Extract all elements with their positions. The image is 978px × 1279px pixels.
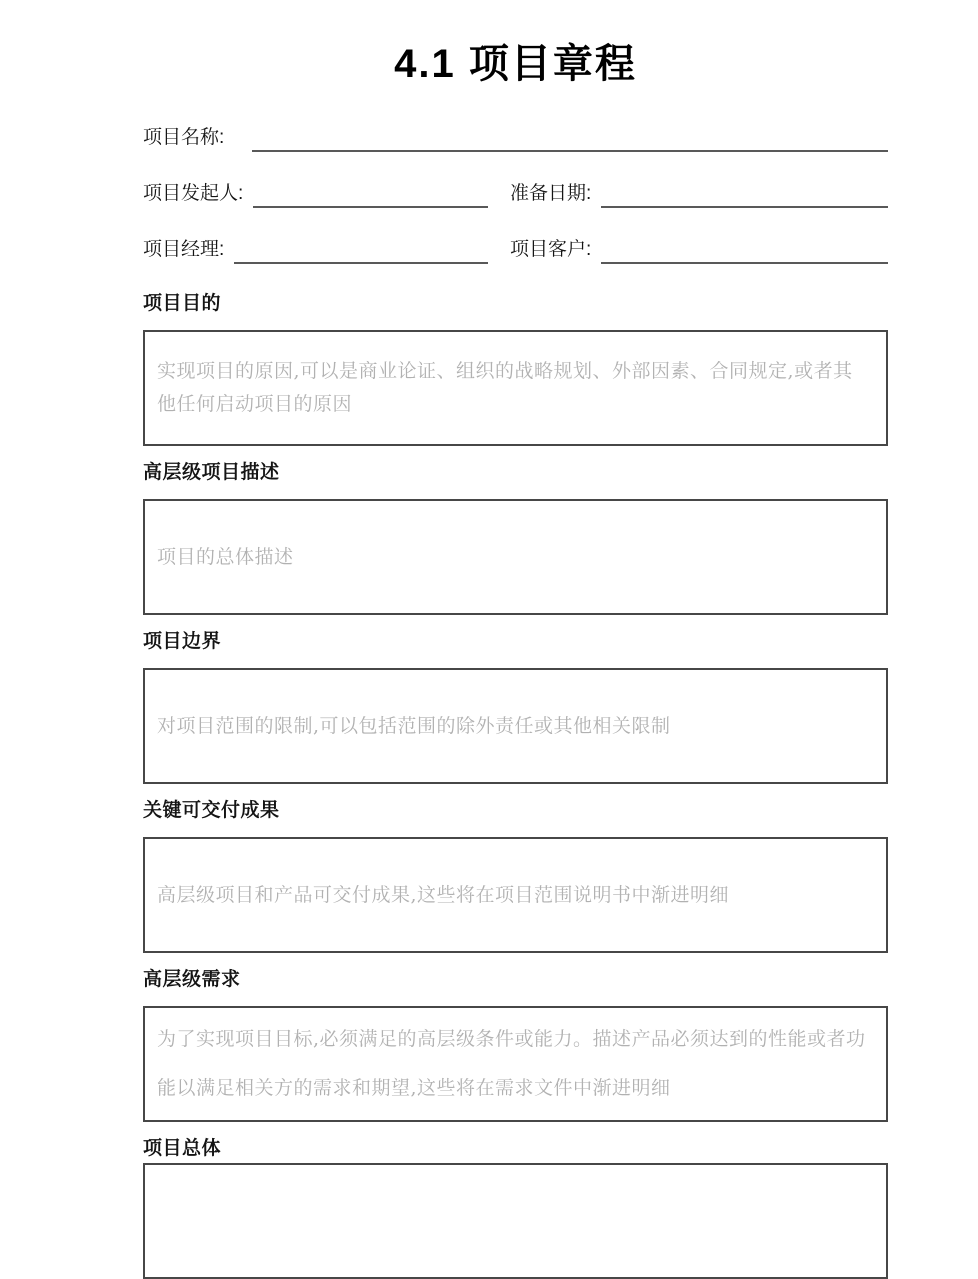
section-project-purpose <box>143 292 888 446</box>
project-manager-label: 项目经理: <box>143 239 225 260</box>
project-customer-field <box>510 236 888 264</box>
sponsor-input[interactable] <box>253 184 488 208</box>
project-overall-textbox[interactable] <box>143 1163 888 1279</box>
prepared-date-label: 准备日期: <box>510 183 592 204</box>
section-key-deliverables <box>143 799 888 953</box>
document-content <box>143 38 888 1279</box>
page-title: 4.1 项目章程 <box>394 42 637 86</box>
project-manager-input[interactable] <box>234 240 488 264</box>
project-name-label: 项目名称: <box>143 127 225 148</box>
project-boundaries-heading: 项目边界 <box>143 631 222 652</box>
key-deliverables-heading: 关键可交付成果 <box>143 800 280 821</box>
sponsor-date-row <box>143 180 888 208</box>
high-level-requirements-textbox[interactable] <box>143 1006 888 1122</box>
section-high-level-requirements <box>143 968 888 1122</box>
sponsor-field <box>143 180 488 208</box>
high-level-description-heading: 高层级项目描述 <box>143 462 280 483</box>
sponsor-label: 项目发起人: <box>143 183 244 204</box>
high-level-requirements-placeholder: 为了实现项目目标,必须满足的高层级条件或能力。描述产品必须达到的性能或者功能以满足相关方的需求和期望,这些将在需求文件中渐进明细 <box>157 1027 866 1099</box>
key-deliverables-placeholder: 高层级项目和产品可交付成果,这些将在项目范围说明书中渐进明细 <box>157 883 730 906</box>
high-level-description-textbox[interactable] <box>143 499 888 615</box>
prepared-date-field <box>510 180 888 208</box>
project-name-row <box>143 124 888 152</box>
project-customer-label: 项目客户: <box>510 239 592 260</box>
section-high-level-description <box>143 461 888 615</box>
section-project-overall <box>143 1137 888 1279</box>
project-boundaries-placeholder: 对项目范围的限制,可以包括范围的除外责任或其他相关限制 <box>157 714 671 737</box>
project-manager-field <box>143 236 488 264</box>
prepared-date-input[interactable] <box>601 184 888 208</box>
project-overall-heading: 项目总体 <box>143 1138 222 1159</box>
manager-customer-row <box>143 236 888 264</box>
section-project-boundaries <box>143 630 888 784</box>
project-purpose-placeholder: 实现项目的原因,可以是商业论证、组织的战略规划、外部因素、合同规定,或者其他任何启动项目的原因 <box>157 360 853 415</box>
project-purpose-textbox[interactable] <box>143 330 888 446</box>
project-customer-input[interactable] <box>601 240 888 264</box>
project-purpose-heading: 项目目的 <box>143 293 222 314</box>
high-level-requirements-heading: 高层级需求 <box>143 969 241 990</box>
project-name-input[interactable] <box>252 128 888 152</box>
project-boundaries-textbox[interactable] <box>143 668 888 784</box>
high-level-description-placeholder: 项目的总体描述 <box>157 545 294 568</box>
key-deliverables-textbox[interactable] <box>143 837 888 953</box>
